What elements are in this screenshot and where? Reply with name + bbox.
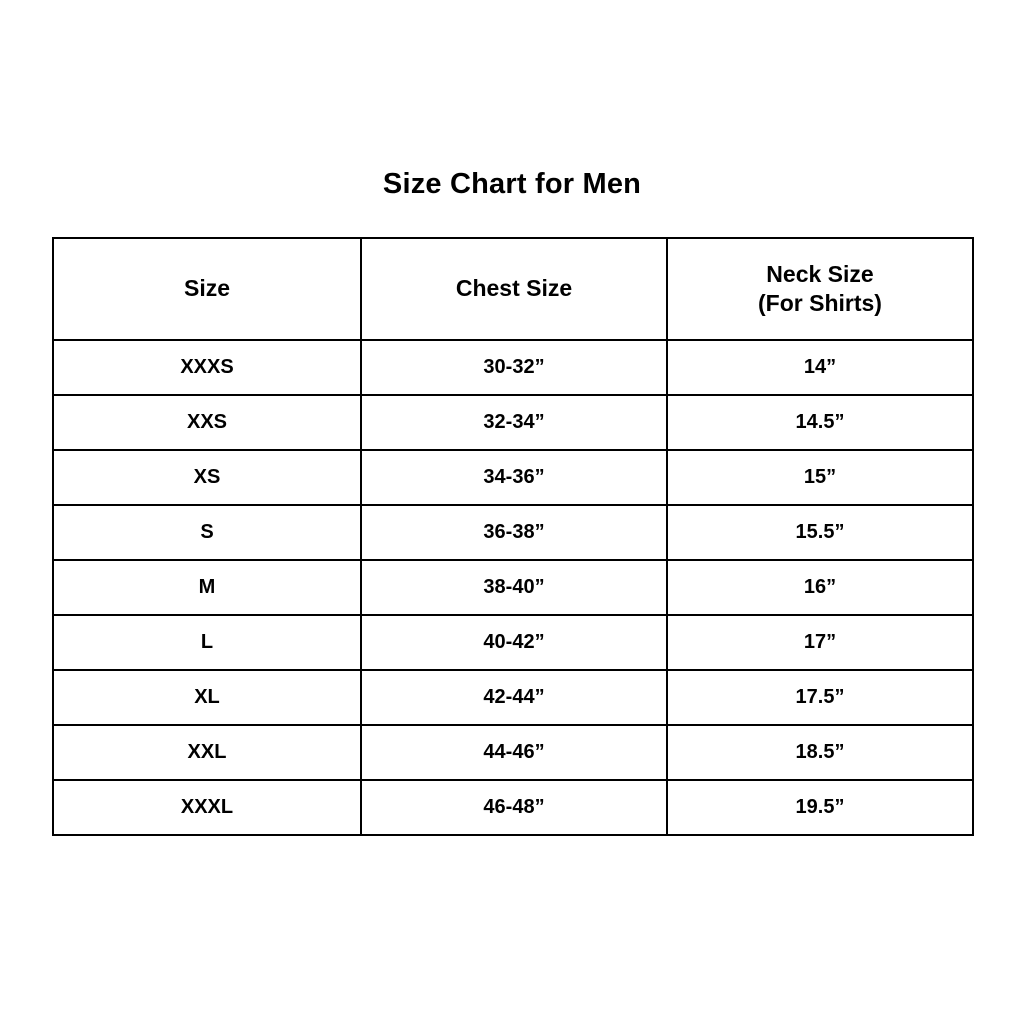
column-header-neck-size-sublabel: (For Shirts) [758,290,882,316]
size-table [52,237,974,836]
cell-size: XS [53,450,361,505]
size-table-container [52,237,972,836]
cell-neck: 16” [667,560,973,615]
cell-size: XXS [53,395,361,450]
table-row [53,560,973,615]
table-row [53,450,973,505]
cell-neck: 15.5” [667,505,973,560]
table-header [53,238,973,340]
cell-neck: 14.5” [667,395,973,450]
cell-chest: 32-34” [361,395,667,450]
page-title: Size Chart for Men [382,168,642,200]
column-header-chest-size [361,238,667,340]
cell-neck: 14” [667,340,973,395]
cell-size: XXXS [53,340,361,395]
cell-size: XXL [53,725,361,780]
column-header-size [53,238,361,340]
table-body [53,340,973,835]
cell-size: M [53,560,361,615]
table-header-row [53,238,973,340]
cell-neck: 19.5” [667,780,973,835]
table-row [53,725,973,780]
column-header-neck-size [667,238,973,340]
cell-neck: 17” [667,615,973,670]
table-row [53,340,973,395]
table-row [53,670,973,725]
cell-size: XXXL [53,780,361,835]
cell-neck: 15” [667,450,973,505]
table-row [53,615,973,670]
cell-neck: 18.5” [667,725,973,780]
column-header-chest-size-label: Chest Size [455,275,573,302]
cell-chest: 46-48” [361,780,667,835]
cell-chest: 30-32” [361,340,667,395]
column-header-size-label: Size [183,275,231,302]
table-row [53,505,973,560]
column-header-neck-size-label: Neck Size [766,260,874,287]
cell-chest: 36-38” [361,505,667,560]
table-row [53,780,973,835]
table-row [53,395,973,450]
cell-chest: 44-46” [361,725,667,780]
cell-chest: 34-36” [361,450,667,505]
cell-chest: 42-44” [361,670,667,725]
cell-chest: 38-40” [361,560,667,615]
cell-chest: 40-42” [361,615,667,670]
cell-size: XL [53,670,361,725]
cell-neck: 17.5” [667,670,973,725]
cell-size: S [53,505,361,560]
cell-size: L [53,615,361,670]
